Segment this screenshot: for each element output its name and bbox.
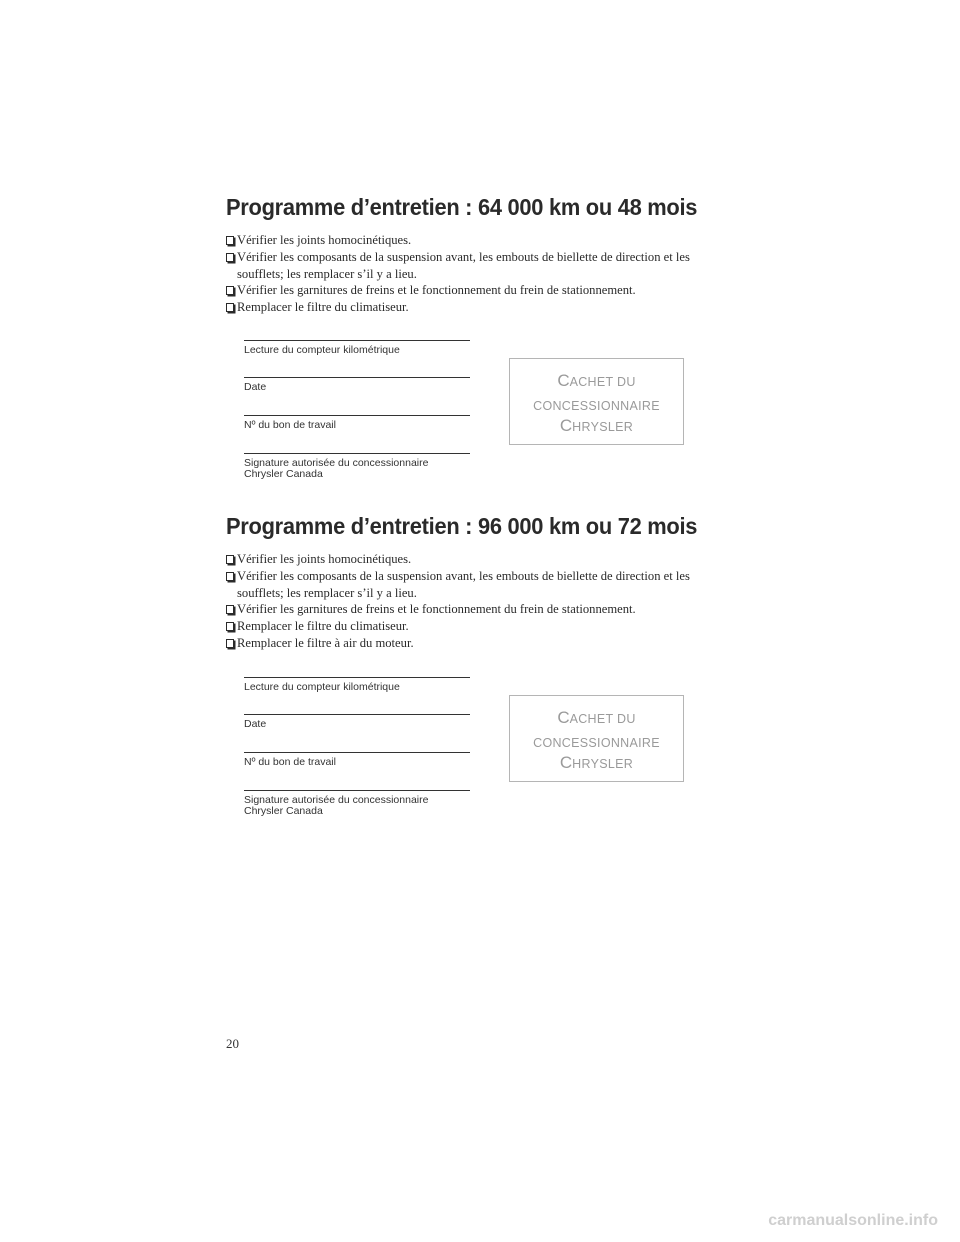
work-order-label: Nº du bon de travail — [244, 419, 336, 431]
task-list — [226, 232, 706, 316]
checkbox-icon[interactable] — [226, 605, 234, 614]
date-field[interactable] — [244, 377, 470, 393]
signature-label: Signature autorisée du concessionnaire — [244, 794, 429, 806]
stamp-line-2: CONCESSIONNAIRE — [533, 399, 660, 413]
stamp-line-2: CONCESSIONNAIRE — [533, 736, 660, 750]
signature-field[interactable] — [244, 453, 470, 479]
checkbox-icon[interactable] — [226, 253, 234, 262]
odometer-field[interactable] — [244, 340, 470, 356]
maintenance-section-96000 — [226, 513, 706, 652]
task-item — [226, 232, 706, 249]
task-item — [226, 299, 706, 316]
work-order-field[interactable] — [244, 752, 470, 768]
signature-label: Signature autorisée du concessionnaire — [244, 457, 429, 469]
stamp-line-1: CACHET DU — [557, 708, 636, 727]
task-list — [226, 551, 706, 652]
date-label: Date — [244, 718, 267, 730]
signature-label-company: Chrysler Canada — [244, 467, 323, 480]
signature-label-company: Chrysler Canada — [244, 804, 323, 817]
checkbox-icon[interactable] — [226, 286, 234, 295]
work-order-line — [244, 415, 470, 416]
section-title: Programme d’entretien : 96 000 km ou 72 mois — [226, 513, 698, 539]
checkbox-icon[interactable] — [226, 303, 234, 312]
odometer-label: Lecture du compteur kilométrique — [244, 344, 400, 356]
task-text: Remplacer le filtre du climatiseur. — [237, 619, 409, 634]
checkbox-icon[interactable] — [226, 639, 234, 648]
odometer-label: Lecture du compteur kilométrique — [244, 681, 400, 693]
stamp-line-3: CHRYSLER — [559, 416, 634, 435]
checkbox-icon[interactable] — [226, 236, 234, 245]
stamp-line-3: CHRYSLER — [559, 753, 634, 772]
task-item — [226, 635, 706, 652]
page-number: 20 — [226, 1036, 239, 1051]
task-item — [226, 618, 706, 635]
task-text: Vérifier les joints homocinétiques. — [237, 233, 412, 247]
signature-field[interactable] — [244, 790, 470, 816]
task-text: Vérifier les composants de la suspension avant, les embouts de biellette de direction et les soufflets; les remplacer s’il y a lieu. — [237, 568, 690, 600]
work-order-line — [244, 752, 470, 753]
stamp-line-1: CACHET DU — [557, 371, 636, 390]
dealer-stamp-box — [509, 358, 684, 445]
checkbox-icon[interactable] — [226, 622, 234, 631]
task-item — [226, 551, 706, 568]
task-text: Vérifier les garnitures de freins et le fonctionnement du frein de stationnement. — [237, 283, 636, 298]
task-text: Vérifier les joints homocinétiques. — [237, 552, 412, 566]
task-text: Remplacer le filtre à air du moteur. — [237, 635, 414, 650]
date-line — [244, 377, 470, 378]
work-order-field[interactable] — [244, 415, 470, 431]
signature-line — [244, 453, 470, 454]
task-item — [226, 282, 706, 299]
task-item — [226, 601, 706, 618]
date-line — [244, 714, 470, 715]
dealer-stamp-box — [509, 695, 684, 782]
checkbox-icon[interactable] — [226, 555, 234, 564]
date-label: Date — [244, 381, 267, 393]
section-title: Programme d’entretien : 64 000 km ou 48 mois — [226, 194, 698, 220]
date-field[interactable] — [244, 714, 470, 730]
task-text: Remplacer le filtre du climatiseur. — [237, 300, 409, 315]
task-text: Vérifier les garnitures de freins et le fonctionnement du frein de stationnement. — [237, 602, 636, 617]
watermark: carmanualsonline.info — [768, 1212, 938, 1229]
task-item — [226, 249, 706, 283]
odometer-line — [244, 340, 470, 341]
checkbox-icon[interactable] — [226, 572, 234, 581]
odometer-field[interactable] — [244, 677, 470, 693]
work-order-label: Nº du bon de travail — [244, 756, 336, 768]
maintenance-section-64000 — [226, 194, 706, 316]
task-text: Vérifier les composants de la suspension avant, les embouts de biellette de direction et les soufflets; les remplacer s’il y a lieu. — [237, 249, 690, 281]
signature-line — [244, 790, 470, 791]
odometer-line — [244, 677, 470, 678]
task-item — [226, 568, 706, 602]
